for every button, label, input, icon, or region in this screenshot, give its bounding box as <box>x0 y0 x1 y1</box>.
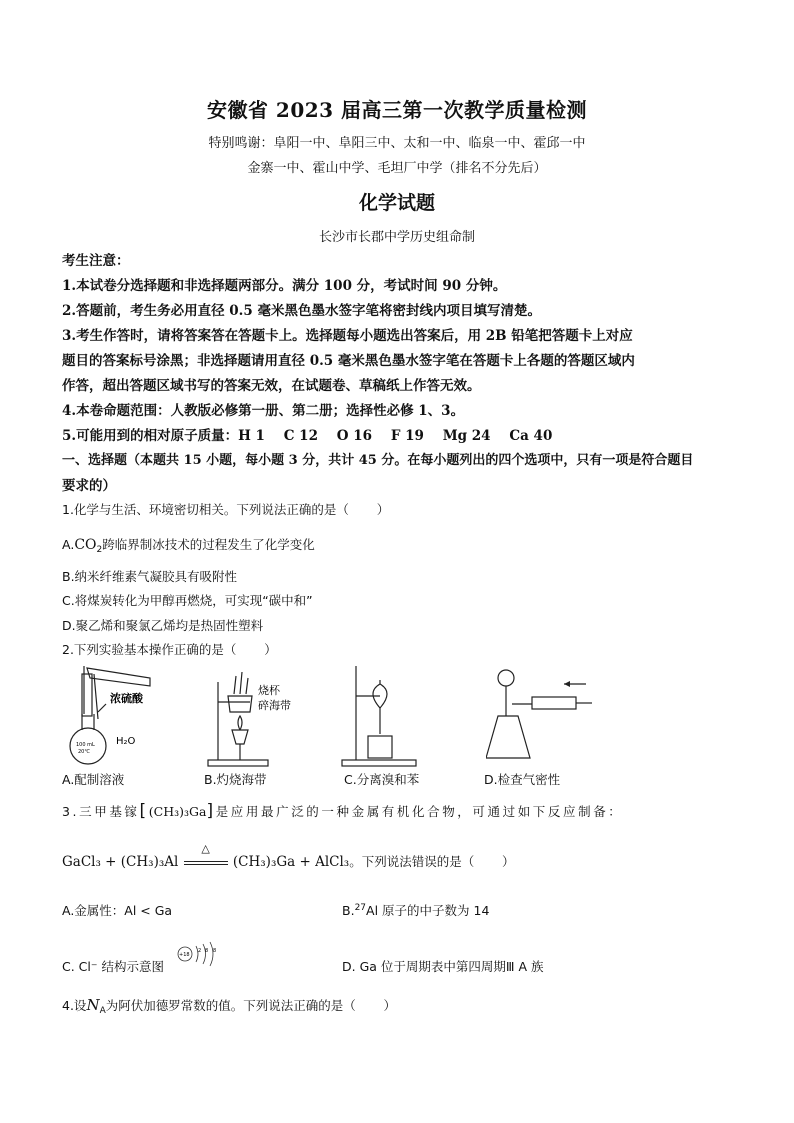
q2-option-b: B.灼烧海带 <box>204 772 267 787</box>
fig-b-label-seaweed: 碎海带 <box>258 699 291 712</box>
q1-option-a <box>62 535 742 555</box>
q1-option-a-prefix: A. <box>62 537 75 552</box>
q3-eq-arrow <box>183 842 229 870</box>
q2-option-d: D.检查气密性 <box>484 772 561 787</box>
figure-c-separatory-funnel <box>336 664 426 768</box>
notice-item-5: 5.可能用到的相对原子质量：H 1 C 12 O 16 F 19 Mg 24 Ca 40 <box>62 428 553 444</box>
q2-stem: 2.下列实验基本操作正确的是（ ） <box>62 642 277 657</box>
q2-option-c: C.分离溴和苯 <box>344 772 420 787</box>
q4-na-symbol: N <box>86 996 100 1014</box>
notice-item-3-line-3: 作答，超出答题区域书写的答案无效，在试题卷、草稿纸上作答无效。 <box>62 378 481 394</box>
fig-a-flask-volume: 100 mL <box>76 742 95 748</box>
alcohol-lamp <box>232 730 248 744</box>
diagram-shell-1: 2 <box>198 948 202 954</box>
arrow-left-icon <box>564 681 570 687</box>
q3-equation <box>62 842 742 870</box>
q1-option-d: D.聚乙烯和聚氯乙烯均是热固性塑料 <box>62 618 264 633</box>
notice-item-1: 1.本试卷分选择题和非选择题两部分。满分 100 分，考试时间 90 分钟。 <box>62 278 507 294</box>
receiving-beaker <box>368 736 392 758</box>
q1-stem: 1.化学与生活、环境密切相关。下列说法正确的是（ ） <box>62 502 390 517</box>
section-1-heading-line-1: 一、选择题（本题共 15 小题，每小题 3 分，共计 45 分。在每小题列出的四个选项中，只有一项是符合题目 <box>62 453 694 468</box>
notice-item-2: 2.答题前，考生务必用直径 0.5 毫米黑色墨水签字笔将密封线内项目填写清楚。 <box>62 303 541 319</box>
fig-a-label-water: H₂O <box>116 736 136 747</box>
q4-stem-end: 为阿伏加德罗常数的值。下列说法正确的是（ ） <box>105 998 397 1013</box>
stand-base <box>342 760 416 766</box>
diagram-shell-2: 8 <box>205 948 209 954</box>
fig-a-label-acid: 浓硫酸 <box>110 692 143 705</box>
q3-eq-tail: 。下列说法错误的是（ ） <box>349 854 515 869</box>
delta-icon: △ <box>201 842 210 855</box>
q1-option-a-formula: CO <box>74 537 97 553</box>
thanks-line-1: 特别鸣谢：阜阳一中、阜阳三中、太和一中、临泉一中、霍邱一中 <box>208 136 586 151</box>
q1-option-b: B.纳米纤维素气凝胶具有吸附性 <box>62 569 238 584</box>
q4-na-sub: A <box>99 1006 106 1016</box>
notice-item-4: 4.本卷命题范围：人教版必修第一册、第二册；选择性必修 1、3。 <box>62 403 465 419</box>
q1-option-a-text: 跨临界制冰技术的过程发生了化学变化 <box>102 537 315 552</box>
beaker <box>228 696 252 712</box>
q3-stem-end: 是应用最广泛的一种金属有机化合物，可通过如下反应制备： <box>215 804 624 819</box>
diagram-shell-3: 8 <box>213 948 217 954</box>
q3-option-a: A.金属性：Al < Ga <box>62 903 173 918</box>
notice-heading: 考生注意： <box>62 253 130 269</box>
fig-a-flask-temp: 20℃ <box>78 749 90 755</box>
q1-option-a-formula-sub: 2 <box>96 545 103 555</box>
thanks-line-2: 金寨一中、霍山中学、毛坦厂中学（排名不分先后） <box>247 161 547 176</box>
figure-b-burning <box>200 664 310 768</box>
notice-item-3-line-1: 3.考生作答时，请将答案答在答题卡上。选择题每小题选出答案后，用 2B 铅笔把答题卡上对应 <box>62 328 633 344</box>
q3-stem-start: 3.三甲基镓 <box>62 804 140 819</box>
subject-title: 化学试题 <box>358 192 435 214</box>
seaweed-strands <box>234 672 248 694</box>
q2-option-a: A.配制溶液 <box>62 772 125 787</box>
q3-stem: 3.三甲基镓[(CH₃)₃Ga]是应用最广泛的一种金属有机化合物，可通过如下反应制备： <box>62 801 624 821</box>
q4-stem-start: 4.设 <box>62 998 87 1013</box>
diagram-nucleus: +18 <box>179 952 190 958</box>
chloride-ion-structure-diagram <box>176 938 222 974</box>
school-line: 长沙市长郡中学历史组命制 <box>318 230 475 245</box>
q3-eq-right: (CH₃)₃Ga + AlCl₃ <box>232 854 350 870</box>
figure-d-airtightness <box>486 664 606 768</box>
conical-flask <box>486 716 530 758</box>
q3-stem-formula: (CH₃)₃Ga <box>148 804 207 819</box>
fig-b-label-beaker: 烧杯 <box>258 684 280 697</box>
q3-option-c: C. Cl⁻ 结构示意图 <box>62 959 164 974</box>
notice-item-3-line-2: 题目的答案标号涂黑；非选择题请用直径 0.5 毫米黑色墨水签字笔在答题卡上各题的答题区域内 <box>62 353 635 369</box>
section-1-heading-line-2: 要求的） <box>62 478 116 494</box>
flame <box>238 716 242 730</box>
pouring-beaker <box>87 668 150 686</box>
q3-option-b-mass-number: 27 <box>354 903 367 913</box>
figure-a-volumetric-flask <box>62 664 162 768</box>
exam-title: 安徽省 2023 届高三第一次教学质量检测 <box>206 98 588 122</box>
stand-base <box>208 760 268 766</box>
q3-option-b <box>342 901 722 919</box>
q3-eq-left: GaCl₃ + (CH₃)₃Al <box>62 854 179 870</box>
q3-option-b-prefix: B. <box>342 903 355 918</box>
syringe-barrel <box>532 697 576 709</box>
funnel-bulb <box>498 670 514 686</box>
q1-option-c: C.将煤炭转化为甲醇再燃烧，可实现“碳中和” <box>62 593 313 608</box>
q4-stem <box>62 996 742 1016</box>
q3-option-b-text: Al 原子的中子数为 14 <box>366 903 490 918</box>
q3-option-d: D. Ga 位于周期表中第四周期Ⅲ A 族 <box>342 959 544 974</box>
